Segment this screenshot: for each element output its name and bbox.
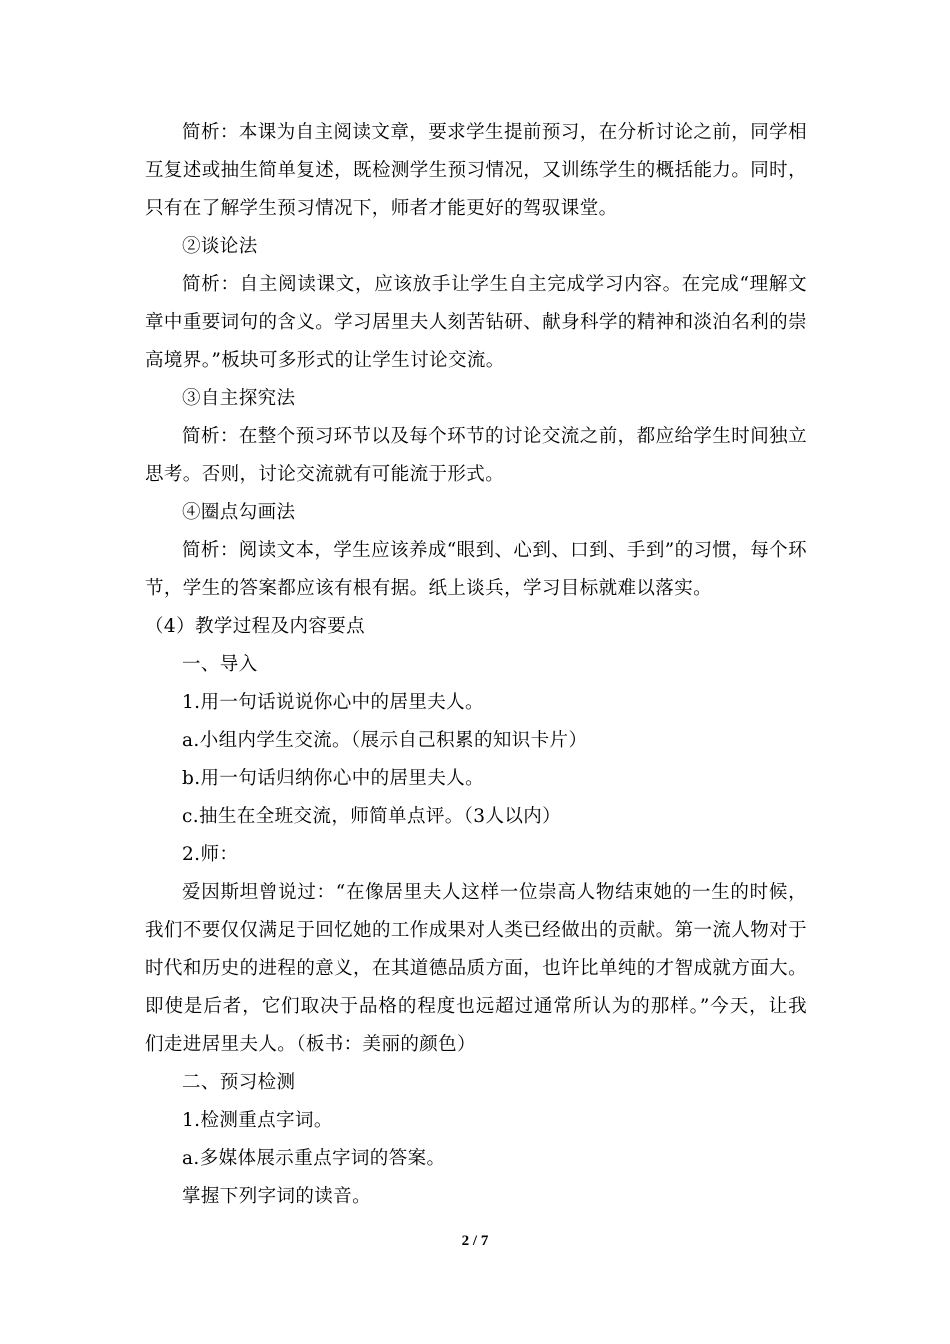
heading-annotation-method: ④圈点勾画法 <box>182 502 296 523</box>
heading-discussion-method: ②谈论法 <box>182 236 258 257</box>
paragraph-analysis-annotation: 简析：阅读文本，学生应该养成“眼到、心到、口到、手到”的习惯，每个环节，学生的答案都应该有根有据。纸上谈兵，学习目标就难以落实。 <box>145 540 807 599</box>
heading-introduction: 一、导入 <box>182 654 258 675</box>
heading-preview-check: 二、预习检测 <box>182 1072 296 1093</box>
list-item-1c: c.抽生在全班交流，师简单点评。（3人以内） <box>182 806 562 827</box>
list-item-1a: a.小组内学生交流。（展示自己积累的知识卡片） <box>182 730 588 751</box>
list-item-1: 1.用一句话说说你心中的居里夫人。 <box>182 692 484 713</box>
list-item-check-1a: a.多媒体展示重点字词的答案。 <box>182 1148 446 1169</box>
list-item-check-1: 1.检测重点字词。 <box>182 1110 333 1131</box>
paragraph-analysis-inquiry: 简析：在整个预习环节以及每个环节的讨论交流之前，都应给学生时间独立思考。否则，讨论交流就有可能流于形式。 <box>145 426 807 485</box>
heading-self-inquiry-method: ③自主探究法 <box>182 388 296 409</box>
document-body <box>145 114 807 1216</box>
section-heading-teaching-process: （4）教学过程及内容要点 <box>145 616 366 637</box>
paragraph-analysis-discussion: 简析：自主阅读课文，应该放手让学生自主完成学习内容。在完成“理解文章中重要词句的含义。学习居里夫人刻苦钻研、献身科学的精神和淡泊名利的崇高境界。”板块可多形式的让学生讨论交流。 <box>145 274 807 371</box>
paragraph-einstein-quote: 爱因斯坦曾说过：“在像居里夫人这样一位崇高人物结束她的一生的时候，我们不要仅仅满足于回忆她的工作成果对人类已经做出的贡献。第一流人物对于时代和历史的进程的意义，在其道德品质方面，也许比单纯的才智成就方面大。即使是后者，它们取决于品格的程度也远超过通常所认为的那样。”今天，让我们走进居里夫人。（板书：美丽的颜色） <box>145 882 807 1055</box>
list-item-2: 2.师： <box>182 844 239 865</box>
paragraph-pronunciation: 掌握下列字词的读音。 <box>182 1186 372 1207</box>
page-number: 2 / 7 <box>461 1233 489 1249</box>
list-item-1b: b.用一句话归纳你心中的居里夫人。 <box>182 768 485 789</box>
paragraph-analysis-intro: 简析：本课为自主阅读文章，要求学生提前预习，在分析讨论之前，同学相互复述或抽生简单复述，既检测学生预习情况，又训练学生的概括能力。同时，只有在了解学生预习情况下，师者才能更好的驾驭课堂。 <box>145 122 807 219</box>
